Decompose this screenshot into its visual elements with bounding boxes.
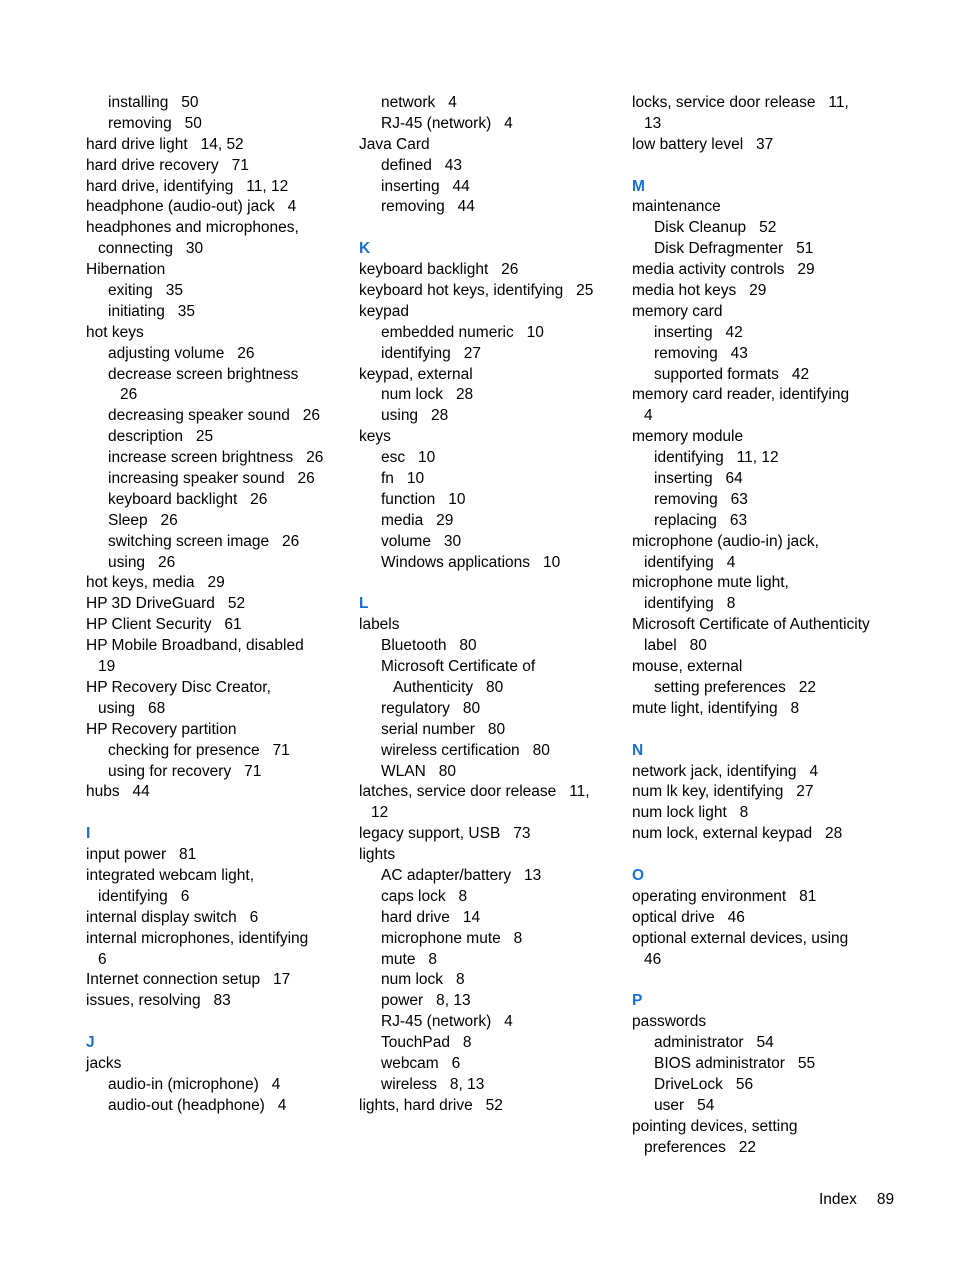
index-entry-continuation: 12 xyxy=(371,804,389,822)
index-entry: Hibernation xyxy=(86,261,166,279)
index-letter-heading: K xyxy=(359,240,371,258)
index-entry: HP Recovery partition xyxy=(86,720,237,738)
index-subentry: caps lock 8 xyxy=(381,887,468,905)
page-number: 89 xyxy=(876,1191,895,1208)
index-entry: internal display switch 6 xyxy=(86,908,259,926)
section-spacer xyxy=(632,845,870,866)
index-entry: HP Client Security 61 xyxy=(86,616,242,634)
index-entry: HP 3D DriveGuard 52 xyxy=(86,595,246,613)
index-entry: num lk key, identifying 27 xyxy=(632,783,814,801)
index-entry: HP Recovery Disc Creator, xyxy=(86,678,271,696)
index-subentry: hard drive 14 xyxy=(381,908,481,926)
section-spacer xyxy=(632,156,870,177)
index-subentry: wireless certification 80 xyxy=(381,741,550,759)
index-subentry: description 25 xyxy=(108,428,214,446)
index-subentry: Disk Cleanup 52 xyxy=(654,219,777,237)
section-spacer xyxy=(632,720,870,741)
index-subentry: identifying 27 xyxy=(381,344,481,362)
index-subentry: embedded numeric 10 xyxy=(381,323,544,341)
index-subentry: removing 43 xyxy=(654,344,748,362)
index-subentry: decrease screen brightness xyxy=(108,365,299,383)
index-entry: hubs 44 xyxy=(86,783,150,801)
index-entry: operating environment 81 xyxy=(632,887,817,905)
index-entry: lights xyxy=(359,846,396,864)
index-entry-continuation: identifying 8 xyxy=(644,595,736,613)
section-spacer xyxy=(632,970,870,991)
index-entry: hard drive light 14, 52 xyxy=(86,135,244,153)
index-subentry: increase screen brightness 26 xyxy=(108,449,324,467)
index-subentry: using 28 xyxy=(381,407,449,425)
index-subentry: power 8, 13 xyxy=(381,992,471,1010)
index-subentry: Disk Defragmenter 51 xyxy=(654,240,814,258)
index-subentry: Bluetooth 80 xyxy=(381,637,477,655)
index-subentry: WLAN 80 xyxy=(381,762,456,780)
index-column-2 xyxy=(359,93,593,1117)
index-entry: hard drive recovery 71 xyxy=(86,156,249,174)
index-subentry: inserting 42 xyxy=(654,323,743,341)
index-subentry: decreasing speaker sound 26 xyxy=(108,407,320,425)
index-subentry: adjusting volume 26 xyxy=(108,344,255,362)
index-subentry: fn 10 xyxy=(381,470,425,488)
index-entry-continuation: 46 xyxy=(644,950,662,968)
index-entry-continuation: preferences 22 xyxy=(644,1138,757,1156)
index-entry: Java Card xyxy=(359,135,430,153)
index-subentry: Windows applications 10 xyxy=(381,553,561,571)
index-entry: network jack, identifying 4 xyxy=(632,762,819,780)
index-entry: HP Mobile Broadband, disabled xyxy=(86,637,304,655)
index-entry: mouse, external xyxy=(632,658,743,676)
index-entry: legacy support, USB 73 xyxy=(359,825,531,843)
index-entry-continuation: label 80 xyxy=(644,637,707,655)
index-entry: microphone (audio-in) jack, xyxy=(632,532,819,550)
index-entry: mute light, identifying 8 xyxy=(632,699,800,717)
index-entry: passwords xyxy=(632,1013,707,1031)
index-subentry: RJ-45 (network) 4 xyxy=(381,114,513,132)
index-entry: Internet connection setup 17 xyxy=(86,971,291,989)
index-letter-heading: J xyxy=(86,1034,95,1052)
index-entry: internal microphones, identifying xyxy=(86,929,309,947)
index-entry: keypad, external xyxy=(359,365,473,383)
index-entry: hot keys, media 29 xyxy=(86,574,225,592)
index-subentry: defined 43 xyxy=(381,156,463,174)
index-letter-heading: L xyxy=(359,595,369,613)
index-subentry: removing 44 xyxy=(381,198,475,216)
index-subentry: supported formats 42 xyxy=(654,365,810,383)
index-entry: maintenance xyxy=(632,198,721,216)
index-entry: keypad xyxy=(359,302,409,320)
index-subentry: microphone mute 8 xyxy=(381,929,523,947)
index-entry-continuation: connecting 30 xyxy=(98,240,204,258)
index-entry-continuation: 26 xyxy=(120,386,138,404)
index-subentry: serial number 80 xyxy=(381,720,506,738)
index-entry: num lock, external keypad 28 xyxy=(632,825,843,843)
index-subentry: num lock 28 xyxy=(381,386,474,404)
index-subentry: removing 50 xyxy=(108,114,202,132)
index-letter-heading: O xyxy=(632,866,645,884)
index-subentry: DriveLock 56 xyxy=(654,1075,754,1093)
index-column-3 xyxy=(632,93,870,1158)
index-entry-continuation: 6 xyxy=(98,950,107,968)
index-entry-continuation: identifying 4 xyxy=(644,553,736,571)
index-subentry: removing 63 xyxy=(654,490,748,508)
index-subentry: using 26 xyxy=(108,553,176,571)
section-spacer xyxy=(86,803,323,824)
index-subentry: increasing speaker sound 26 xyxy=(108,470,315,488)
index-subentry: checking for presence 71 xyxy=(108,741,290,759)
index-letter-heading: M xyxy=(632,177,645,195)
index-entry: headphone (audio-out) jack 4 xyxy=(86,198,297,216)
index-subentry: inserting 44 xyxy=(381,177,470,195)
index-entry: issues, resolving 83 xyxy=(86,992,231,1010)
index-subentry: identifying 11, 12 xyxy=(654,449,779,467)
index-entry: low battery level 37 xyxy=(632,135,774,153)
index-subentry: exiting 35 xyxy=(108,282,183,300)
index-subentry: using for recovery 71 xyxy=(108,762,262,780)
index-entry: keyboard backlight 26 xyxy=(359,261,519,279)
index-entry: keys xyxy=(359,428,391,446)
index-entry: integrated webcam light, xyxy=(86,866,255,884)
index-entry-continuation: using 68 xyxy=(98,699,166,717)
index-subentry: mute 8 xyxy=(381,950,437,968)
index-subentry: regulatory 80 xyxy=(381,699,481,717)
index-entry: locks, service door release 11, xyxy=(632,94,849,111)
index-subentry: administrator 54 xyxy=(654,1034,774,1052)
index-subentry: BIOS administrator 55 xyxy=(654,1054,816,1072)
index-entry: lights, hard drive 52 xyxy=(359,1096,503,1114)
index-entry: media hot keys 29 xyxy=(632,282,767,300)
index-subentry: RJ-45 (network) 4 xyxy=(381,1013,513,1031)
index-entry: jacks xyxy=(86,1054,122,1072)
index-subentry: Sleep 26 xyxy=(108,511,178,529)
index-entry: memory card xyxy=(632,302,723,320)
index-entry: latches, service door release 11, xyxy=(359,783,590,801)
index-entry-continuation: 19 xyxy=(98,658,116,676)
index-subentry: wireless 8, 13 xyxy=(381,1075,485,1093)
index-subentry: user 54 xyxy=(654,1096,715,1114)
index-entry: hard drive, identifying 11, 12 xyxy=(86,177,289,195)
index-entry: headphones and microphones, xyxy=(86,219,299,237)
index-entry: memory card reader, identifying xyxy=(632,386,850,404)
index-subentry: function 10 xyxy=(381,490,466,508)
index-entry: pointing devices, setting xyxy=(632,1117,798,1135)
index-subentry: keyboard backlight 26 xyxy=(108,490,268,508)
index-entry: input power 81 xyxy=(86,846,197,864)
index-subentry: inserting 64 xyxy=(654,470,743,488)
index-column-1 xyxy=(86,93,323,1117)
index-subentry: replacing 63 xyxy=(654,511,748,529)
index-subentry: esc 10 xyxy=(381,449,436,467)
index-letter-heading: P xyxy=(632,992,643,1010)
section-spacer xyxy=(359,218,593,239)
index-entry: num lock light 8 xyxy=(632,804,749,822)
page-footer xyxy=(819,1191,894,1209)
index-subentry: AC adapter/battery 13 xyxy=(381,866,542,884)
index-subentry: TouchPad 8 xyxy=(381,1034,472,1052)
index-subentry: setting preferences 22 xyxy=(654,678,816,696)
index-subentry: network 4 xyxy=(381,94,457,111)
index-entry: media activity controls 29 xyxy=(632,261,815,279)
index-subentry: initiating 35 xyxy=(108,302,196,320)
index-subentry: installing 50 xyxy=(108,94,199,111)
index-entry: optional external devices, using xyxy=(632,929,849,947)
index-subentry: Microsoft Certificate of xyxy=(381,658,536,676)
index-entry-continuation: 4 xyxy=(644,407,653,425)
index-entry: hot keys xyxy=(86,323,144,341)
section-spacer xyxy=(86,1012,323,1033)
index-entry: microphone mute light, xyxy=(632,574,789,592)
index-subentry: webcam 6 xyxy=(381,1054,461,1072)
index-entry: labels xyxy=(359,616,400,634)
index-entry: optical drive 46 xyxy=(632,908,745,926)
section-spacer xyxy=(359,573,593,594)
index-entry: Microsoft Certificate of Authenticity xyxy=(632,616,870,634)
index-subentry: switching screen image 26 xyxy=(108,532,300,550)
index-letter-heading: N xyxy=(632,741,644,759)
index-entry-continuation: identifying 6 xyxy=(98,887,190,905)
index-subentry: num lock 8 xyxy=(381,971,465,989)
footer-label: Index xyxy=(819,1191,857,1208)
index-subentry: audio-in (microphone) 4 xyxy=(108,1075,281,1093)
index-subentry: volume 30 xyxy=(381,532,462,550)
index-letter-heading: I xyxy=(86,825,91,843)
index-entry-continuation: Authenticity 80 xyxy=(393,678,504,696)
index-subentry: media 29 xyxy=(381,511,454,529)
index-entry: memory module xyxy=(632,428,744,446)
index-entry: keyboard hot keys, identifying 25 xyxy=(359,282,594,300)
index-subentry: audio-out (headphone) 4 xyxy=(108,1096,287,1114)
index-entry-continuation: 13 xyxy=(644,114,662,132)
